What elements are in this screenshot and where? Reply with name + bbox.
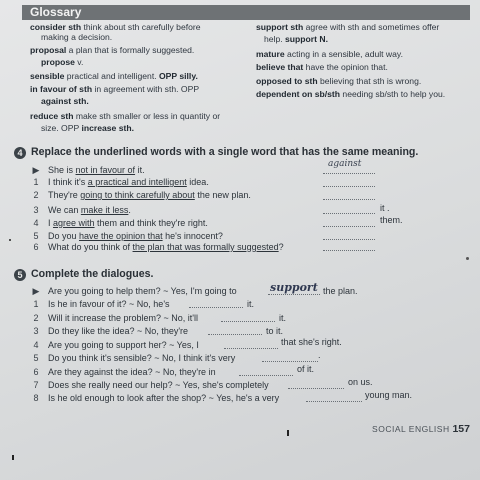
exercise-5-item-8: Is he old enough to look after the shop? ~ Yes, he's a very	[48, 393, 280, 403]
exercise-4-number: 4	[14, 147, 26, 159]
item-number: 1	[33, 177, 39, 187]
item-after: it.	[247, 299, 255, 309]
handwritten-answer: support	[270, 281, 318, 294]
item-after: it.	[279, 313, 287, 323]
answer-line	[189, 307, 243, 308]
glossary-entry: sensible practical and intelligent. OPP silly.	[30, 71, 198, 81]
glossary-header-bar	[22, 5, 470, 20]
item-number: 1	[33, 299, 39, 309]
glossary-entry: making a decision.	[41, 32, 113, 42]
item-after: to it.	[266, 326, 284, 336]
handwritten-answer: against	[328, 159, 362, 169]
answer-line	[323, 239, 375, 240]
exercise-5-item-7: Does she really need our help? ~ Yes, she's completely	[48, 380, 269, 390]
exercise-5-item-5: Do you think it's sensible? ~ No, I think it's very	[48, 353, 236, 363]
answer-line	[323, 226, 375, 227]
item-number: 3	[33, 205, 39, 215]
item-after: .	[318, 350, 321, 360]
answer-line	[239, 375, 293, 376]
item-number: 6	[33, 242, 39, 252]
answer-line	[268, 294, 320, 295]
stray-mark	[287, 430, 289, 436]
exercise-4-item-4: I agree with them and think they're right.	[48, 218, 208, 228]
page-footer: SOCIAL ENGLISH 157	[372, 423, 470, 435]
exercise-5-item-1: Is he in favour of it? ~ No, he's	[48, 299, 170, 309]
item-after: of it.	[297, 364, 315, 374]
answer-line	[221, 321, 275, 322]
item-after: young man.	[365, 390, 413, 400]
item-tail: them.	[380, 215, 403, 225]
answer-line	[224, 348, 278, 349]
glossary-entry: propose v.	[41, 57, 84, 67]
glossary-entry: opposed to sth believing that sth is wrong.	[256, 76, 422, 86]
glossary-entry: support sth agree with sth and sometimes offer	[256, 22, 440, 32]
stray-mark	[466, 257, 469, 260]
glossary-entry: proposal a plan that is formally suggested.	[30, 45, 195, 55]
exercise-5-instruction: Complete the dialogues.	[31, 268, 154, 280]
item-number: 6	[33, 367, 39, 377]
example-marker: ▶	[32, 286, 40, 296]
stray-mark	[12, 455, 14, 460]
answer-line	[323, 186, 375, 187]
item-number: 2	[33, 313, 39, 323]
exercise-4-item-5: Do you have the opinion that he's innocent?	[48, 231, 223, 241]
item-number: 4	[33, 218, 39, 228]
stray-mark	[9, 239, 11, 241]
item-number: 5	[33, 353, 39, 363]
answer-line	[323, 173, 375, 174]
item-after: that she's right.	[281, 337, 342, 347]
glossary-entry: against sth.	[41, 96, 89, 106]
answer-line	[208, 334, 262, 335]
glossary-entry: in favour of sth in agreement with sth. OPP	[30, 84, 200, 94]
glossary-entry: believe that have the opinion that.	[256, 62, 388, 72]
exercise-5-item-2: Will it increase the problem? ~ No, it'll	[48, 313, 199, 323]
glossary-entry: consider sth think about sth carefully before	[30, 22, 201, 32]
answer-line	[323, 199, 375, 200]
exercise-5-example-after: the plan.	[323, 286, 358, 296]
answer-line	[306, 401, 362, 402]
glossary-entry: mature acting in a sensible, adult way.	[256, 49, 403, 59]
glossary-entry: reduce sth make sth smaller or less in quantity or	[30, 111, 221, 121]
item-number: 4	[33, 340, 39, 350]
exercise-5-item-4: Are you going to support her? ~ Yes, I	[48, 340, 199, 350]
item-number: 2	[33, 190, 39, 200]
exercise-5-example: Are you going to help them? ~ Yes, I'm going to	[48, 286, 237, 296]
exercise-4-instruction: Replace the underlined words with a single word that has the same meaning.	[31, 146, 419, 158]
glossary-title: Glossary	[30, 5, 82, 19]
glossary-entry: help. support N.	[264, 34, 328, 44]
exercise-4-item-6: What do you think of the plan that was formally suggested?	[48, 242, 284, 252]
glossary-entry: dependent on sb/sth needing sb/sth to help you.	[256, 89, 446, 99]
exercise-4-example: She is not in favour of it.	[48, 165, 145, 175]
exercise-5-number: 5	[14, 269, 26, 281]
exercise-4-item-2: They're going to think carefully about the new plan.	[48, 190, 251, 200]
example-marker: ▶	[32, 165, 40, 175]
item-number: 8	[33, 393, 39, 403]
item-number: 7	[33, 380, 39, 390]
exercise-4-item-3: We can make it less.	[48, 205, 131, 215]
exercise-4-item-1: I think it's a practical and intelligent idea.	[48, 177, 209, 187]
answer-line	[288, 388, 344, 389]
answer-line	[323, 213, 375, 214]
exercise-5-item-3: Do they like the idea? ~ No, they're	[48, 326, 189, 336]
item-number: 5	[33, 231, 39, 241]
answer-line	[262, 361, 318, 362]
item-tail: it .	[380, 203, 390, 213]
answer-line	[323, 250, 375, 251]
glossary-entry: size. OPP increase sth.	[41, 123, 134, 133]
item-after: on us.	[348, 377, 373, 387]
item-number: 3	[33, 326, 39, 336]
exercise-5-item-6: Are they against the idea? ~ No, they're in	[48, 367, 216, 377]
